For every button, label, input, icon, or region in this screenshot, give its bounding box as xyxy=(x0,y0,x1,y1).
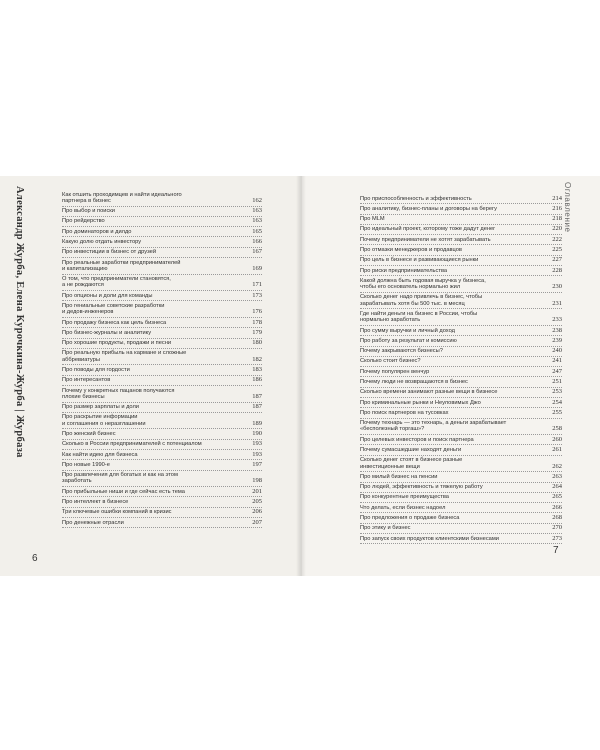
toc-entry-title: Про сумму выручки и личный доход xyxy=(360,327,455,334)
toc-entry-title: Про интересантов xyxy=(62,377,111,384)
toc-entry-page: 241 xyxy=(552,357,562,365)
toc-entry xyxy=(360,309,562,326)
toc-entry xyxy=(360,204,562,214)
toc-entry-title: Про MLM xyxy=(360,216,385,223)
toc-entry xyxy=(360,513,562,523)
toc-entry xyxy=(360,408,562,418)
toc-entry-page: 163 xyxy=(252,207,262,215)
toc-entry xyxy=(360,326,562,336)
toc-entry-title: Почему закрываются бизнесы? xyxy=(360,348,443,355)
toc-entry-title: Почему сумасшедшие находят деньги xyxy=(360,446,462,453)
toc-entry-page: 167 xyxy=(252,248,262,256)
toc-entry-page: 273 xyxy=(552,534,562,542)
toc-entry xyxy=(360,377,562,387)
toc-entry-title: Про выбор и поиски xyxy=(62,208,115,215)
toc-entry-page: 233 xyxy=(552,316,562,324)
toc-entry-title: Про приспособленность и эффективность xyxy=(360,195,472,202)
toc-right-column xyxy=(360,194,562,544)
toc-entry-page: 198 xyxy=(252,477,262,485)
toc-entry-page: 180 xyxy=(252,339,262,347)
toc-entry-page: 216 xyxy=(552,204,562,212)
toc-entry xyxy=(62,349,262,366)
toc-entry-page: 262 xyxy=(552,462,562,470)
toc-entry-title: Про отмазки менеджеров и продавцов xyxy=(360,247,462,253)
toc-entry-title: Про этику и бизнес xyxy=(360,525,411,532)
right-page-number: 7 xyxy=(553,545,559,556)
toc-entry-page: 258 xyxy=(552,425,562,433)
toc-entry-page: 255 xyxy=(552,408,562,416)
toc-entry-page: 183 xyxy=(252,366,262,374)
toc-entry xyxy=(62,450,262,460)
toc-entry-page: 270 xyxy=(552,524,562,532)
toc-entry-title: Какую долю отдать инвестору xyxy=(62,239,142,246)
toc-entry xyxy=(360,266,562,276)
toc-entry-page: 190 xyxy=(252,430,262,438)
toc-entry-title: Почему у конкретных пацанов получаются плохие бизнесы xyxy=(62,387,175,400)
toc-entry-title: Какой должна быть годовая выручка у бизнеса, чтобы его основатель нормально жил xyxy=(360,277,486,291)
toc-entry xyxy=(62,190,262,207)
toc-entry xyxy=(62,518,262,528)
toc-entry-title: Про развлечения для богатых и как на этом заработать xyxy=(62,472,178,485)
toc-entry-page: 173 xyxy=(252,291,262,299)
toc-left-column xyxy=(62,190,262,528)
toc-entry-title: Про продажу бизнеса как цель бизнеса xyxy=(62,319,167,326)
toc-entry-title: Про идеальный проект, которому тоже дадут денег xyxy=(360,226,496,233)
toc-entry-title: Про размер зарплаты и доли xyxy=(62,404,139,411)
toc-entry-title: Про запуск своих продуктов клиентскими бизнесами xyxy=(360,535,499,542)
toc-entry-page: 218 xyxy=(552,215,562,223)
toc-entry-title: Про поводы для гордости xyxy=(62,367,130,374)
toc-entry-page: 189 xyxy=(252,419,262,427)
toc-entry-page: 240 xyxy=(552,347,562,355)
toc-entry xyxy=(360,472,562,482)
toc-entry-page: 169 xyxy=(252,264,262,272)
toc-entry-page: 247 xyxy=(552,367,562,375)
toc-entry xyxy=(360,524,562,534)
toc-entry xyxy=(360,347,562,357)
toc-entry-title: Про риски предпринимательства xyxy=(360,267,448,274)
toc-entry xyxy=(62,471,262,488)
toc-entry xyxy=(62,497,262,507)
right-page xyxy=(300,176,600,576)
toc-entry-page: 264 xyxy=(552,483,562,491)
toc-entry-title: Про новые 1990-е xyxy=(62,461,110,468)
toc-entry xyxy=(62,217,262,227)
toc-entry-page: 260 xyxy=(552,435,562,443)
toc-entry-page: 182 xyxy=(252,355,262,363)
left-page xyxy=(0,176,300,576)
toc-entry xyxy=(62,291,262,301)
toc-entry-title: Про поиск партнеров на тусовках xyxy=(360,409,449,416)
toc-entry-page: 263 xyxy=(552,472,562,480)
toc-entry xyxy=(62,386,262,403)
toc-entry-page: 251 xyxy=(552,377,562,385)
toc-entry xyxy=(360,503,562,513)
toc-entry-title: Почему популярен венчур xyxy=(360,368,430,375)
toc-entry-title: Про гениальные советские разработки и дедов-инженеров xyxy=(62,303,165,316)
toc-entry-page: 239 xyxy=(552,336,562,344)
toc-entry-title: Про хорошие продукты, продажи и песни xyxy=(62,340,172,347)
toc-entry-title: Про реальные заработки предпринимателей и капитализацию xyxy=(62,259,181,272)
toc-entry xyxy=(360,194,562,204)
toc-entry xyxy=(360,456,562,473)
toc-entry-title: Где найти деньги на бизнес в России, чтобы нормально заработать xyxy=(360,311,478,324)
toc-entry-title: Про бизнес-журналы и аналитику xyxy=(62,329,152,336)
toc-entry-title: Сколько стоит бизнес? xyxy=(360,358,421,365)
toc-entry xyxy=(360,534,562,544)
book-gutter xyxy=(296,176,306,576)
toc-entry-title: Про денежные отрасли xyxy=(62,519,124,526)
toc-entry-page: 166 xyxy=(252,238,262,246)
toc-entry-page: 225 xyxy=(552,246,562,253)
toc-entry-title: Про криминальные рынки и Неуловимых Джо xyxy=(360,399,481,406)
toc-entry-page: 222 xyxy=(552,235,562,243)
toc-entry-title: Сколько времени занимают разные вещи в бизнесе xyxy=(360,389,498,396)
toc-entry xyxy=(360,235,562,245)
toc-entry-title: Как отшить проходимцев и найти идеального партнера в бизнес xyxy=(62,191,182,204)
toc-entry xyxy=(360,445,562,455)
toc-entry-page: 261 xyxy=(552,445,562,453)
toc-entry xyxy=(62,403,262,413)
toc-entry-page: 179 xyxy=(252,328,262,336)
toc-entry xyxy=(62,365,262,375)
toc-entry xyxy=(360,336,562,346)
toc-entry xyxy=(360,419,562,436)
toc-entry xyxy=(360,276,562,293)
toc-entry-page: 253 xyxy=(552,388,562,396)
toc-entry xyxy=(62,508,262,518)
toc-entry-title: Про людей, эффективность и тяжелую работу xyxy=(360,484,483,491)
toc-entry-page: 205 xyxy=(252,498,262,505)
toc-entry xyxy=(62,237,262,247)
toc-entry xyxy=(360,367,562,377)
toc-entry-page: 220 xyxy=(552,225,562,233)
toc-entry xyxy=(62,376,262,386)
right-running-header: Оглавление xyxy=(563,182,572,233)
toc-entry-page: 265 xyxy=(552,493,562,501)
toc-entry xyxy=(62,339,262,349)
toc-entry xyxy=(62,328,262,338)
toc-entry-title: Про инвестиции в бизнес от друзей xyxy=(62,249,156,256)
toc-entry-page: 254 xyxy=(552,398,562,406)
toc-entry xyxy=(360,293,562,310)
toc-entry xyxy=(360,398,562,408)
toc-entry-title: Про милый бизнес на пенсии xyxy=(360,473,438,480)
toc-entry-page: 266 xyxy=(552,503,562,511)
toc-entry xyxy=(360,225,562,235)
toc-entry-title: Сколько денег надо привлечь в бизнес, чтобы зарабатывать хотя бы 500 тыс. в месяц xyxy=(360,294,483,307)
toc-entry-page: 197 xyxy=(252,460,262,468)
toc-entry xyxy=(62,258,262,275)
left-running-header: Александр Журба, Елена Курочкина-Журба | Журбаза xyxy=(14,186,25,458)
toc-entry-title: Про прибыльные ниши и где сейчас есть тема xyxy=(62,488,185,495)
toc-entry-title: Почему люди не возвращаются в бизнес xyxy=(360,378,468,385)
toc-entry-title: Сколько в России предпринимателей с потенциалом xyxy=(62,441,202,448)
toc-entry-page: 193 xyxy=(252,450,262,458)
toc-entry-title: О том, что предприниматели становятся, а не рождаются xyxy=(62,276,171,289)
toc-entry-page: 187 xyxy=(252,403,262,411)
toc-entry-title: Про интеллект в бизнесе xyxy=(62,499,129,505)
toc-entry-title: Почему технарь — это технарь, а деньги зарабатывает «бесполезный торгаш»? xyxy=(360,420,507,433)
toc-entry xyxy=(62,440,262,450)
toc-entry-page: 201 xyxy=(252,487,262,495)
toc-entry-title: Сколько денег стоят в бизнесе разные инвестиционные вещи xyxy=(360,457,463,470)
toc-entry-page: 238 xyxy=(552,326,562,334)
toc-entry xyxy=(360,435,562,445)
toc-entry-title: Как найти идею для бизнеса xyxy=(62,451,138,458)
toc-entry-title: Почему предприниматели не хотят зарабатывать xyxy=(360,236,491,243)
toc-entry-page: 214 xyxy=(552,194,562,202)
toc-entry-title: Про аналитику, бизнес-планы и договоры на берегу xyxy=(360,205,497,212)
toc-entry xyxy=(360,483,562,493)
toc-entry-page: 163 xyxy=(252,217,262,225)
toc-entry-title: Про женский бизнес xyxy=(62,431,116,438)
toc-entry-title: Про опционы и доли для команды xyxy=(62,292,153,299)
toc-entry-page: 268 xyxy=(552,513,562,521)
toc-entry-page: 206 xyxy=(252,508,262,516)
toc-entry-title: Про доминаторов и дилдо xyxy=(62,228,132,235)
toc-entry-page: 187 xyxy=(252,392,262,400)
toc-entry-title: Про раскрытие информации и соглашения о неразглашении xyxy=(62,414,146,427)
book-spread xyxy=(0,176,600,576)
toc-entry xyxy=(62,227,262,237)
toc-entry xyxy=(62,460,262,470)
toc-entry-page: 230 xyxy=(552,283,562,291)
toc-entry-page: 228 xyxy=(552,266,562,274)
toc-entry-title: Три ключевые ошибки компаний в кризис xyxy=(62,509,172,516)
toc-entry-page: 176 xyxy=(252,308,262,316)
toc-entry-page: 186 xyxy=(252,376,262,384)
toc-entry-title: Про целевых инвесторов и поиск партнера xyxy=(360,436,474,443)
toc-entry-page: 178 xyxy=(252,318,262,326)
toc-entry xyxy=(62,487,262,497)
toc-entry-title: Про реальную прибыль на кармане и сложные аббревиатуры xyxy=(62,350,187,363)
left-page-number: 6 xyxy=(32,553,38,564)
toc-entry-page: 227 xyxy=(552,256,562,264)
toc-entry-page: 162 xyxy=(252,196,262,204)
toc-entry-title: Про рейдерство xyxy=(62,218,105,225)
toc-entry xyxy=(360,245,562,255)
toc-entry-page: 207 xyxy=(252,518,262,526)
toc-entry-title: Про конкурентные преимущества xyxy=(360,494,449,501)
toc-entry xyxy=(62,275,262,292)
toc-entry xyxy=(62,207,262,217)
toc-entry-page: 231 xyxy=(552,299,562,307)
toc-entry xyxy=(360,493,562,503)
toc-entry-title: Про цель в бизнесе и развивающиеся рынки xyxy=(360,257,479,264)
toc-entry xyxy=(62,413,262,430)
toc-entry xyxy=(360,256,562,266)
toc-entry-title: Про предложения о продаже бизнеса xyxy=(360,514,460,521)
toc-entry xyxy=(62,248,262,258)
toc-entry xyxy=(360,388,562,398)
toc-entry xyxy=(360,357,562,367)
toc-entry xyxy=(62,301,262,318)
toc-entry xyxy=(360,215,562,225)
toc-entry-page: 171 xyxy=(252,281,262,289)
toc-entry-title: Что делать, если бизнес надоел xyxy=(360,504,446,511)
toc-entry-title: Про работу за результат и комиссию xyxy=(360,337,457,344)
toc-entry xyxy=(62,429,262,439)
toc-entry-page: 165 xyxy=(252,227,262,235)
toc-entry-page: 193 xyxy=(252,440,262,448)
toc-entry xyxy=(62,318,262,328)
